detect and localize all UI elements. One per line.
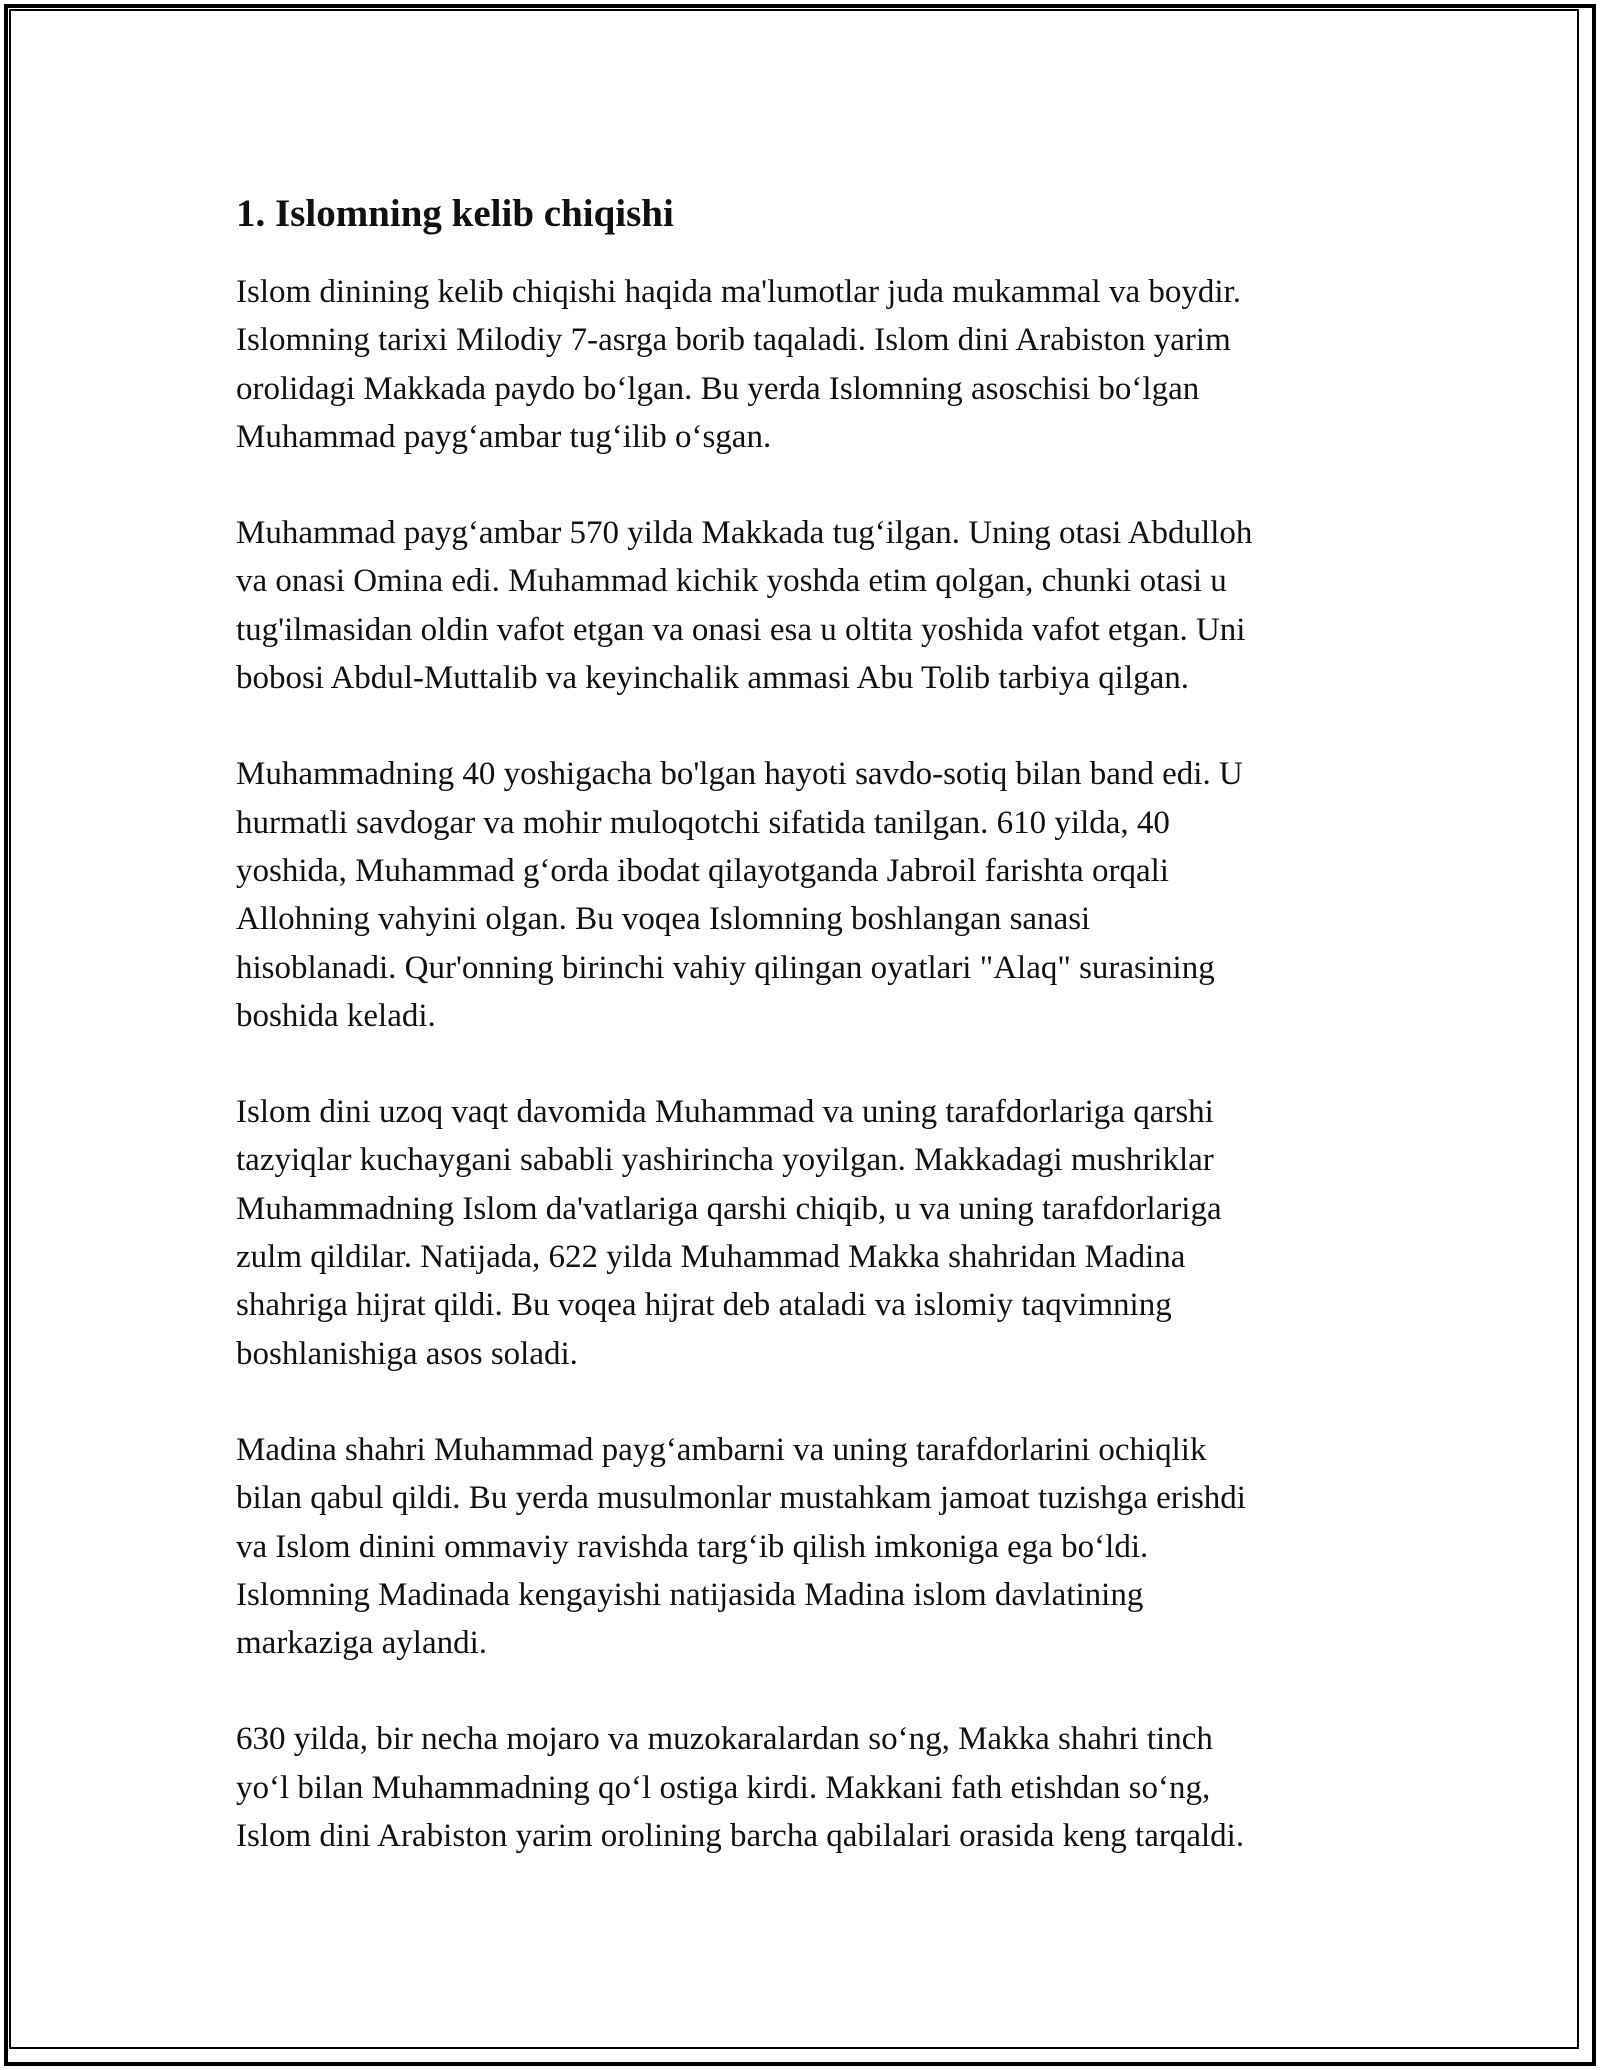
document-body [236,188,1386,1908]
text-line: bobosi Abdul-Muttalib va keyinchalik ammasi Abu Tolib tarbiya qilgan. [236,660,1190,697]
text-line: Muhammad paygʻambar tugʻilib oʻsgan. [236,418,772,455]
text-line: Islom dini Arabiston yarim orolining barcha qabilalari orasida keng tarqaldi. [236,1818,1245,1855]
text-line: Allohning vahyini olgan. Bu voqea Islomning boshlangan sanasi [236,901,1091,938]
text-line: 630 yilda, bir necha mojaro va muzokaralardan soʻng, Makka shahri tinch [236,1721,1213,1758]
text-line: orolidagi Makkada paydo boʻlgan. Bu yerda Islomning asoschisi boʻlgan [236,370,1200,407]
text-line: Islomning tarixi Milodiy 7-asrga borib taqaladi. Islom dini Arabiston yarim [236,322,1231,359]
text-line: zulm qildilar. Natijada, 622 yilda Muhammad Makka shahridan Madina [236,1239,1186,1276]
text-line: Madina shahri Muhammad paygʻambarni va uning tarafdorlarini ochiqlik [236,1431,1207,1468]
text-line: va Islom dinini ommaviy ravishda targʻib qilish imkoniga ega boʻldi. [236,1528,1149,1565]
text-line: Muhammad paygʻambar 570 yilda Makkada tugʻilgan. Uning otasi Abdulloh [236,515,1253,552]
paragraph-1 [236,268,1386,461]
text-line: va onasi Omina edi. Muhammad kichik yoshda etim qolgan, chunki otasi u [236,563,1227,600]
text-line: boshida keladi. [236,997,436,1034]
paragraph-3 [236,750,1386,1040]
paragraph-2 [236,509,1386,702]
text-line: Islom dini uzoq vaqt davomida Muhammad va uning tarafdorlariga qarshi [236,1094,1214,1131]
text-line: shahriga hijrat qildi. Bu voqea hijrat deb ataladi va islomiy taqvimning [236,1287,1172,1324]
text-line: tazyiqlar kuchaygani sababli yashirincha yoyilgan. Makkadagi mushriklar [236,1142,1214,1179]
text-line: yoshida, Muhammad gʻorda ibodat qilayotganda Jabroil farishta orqali [236,852,1169,889]
section-heading: 1. Islomning kelib chiqishi [236,192,674,235]
text-line: hisoblanadi. Qur'onning birinchi vahiy qilingan oyatlari "Alaq" surasining [236,949,1215,986]
text-line: tug'ilmasidan oldin vafot etgan va onasi esa u oltita yoshida vafot etgan. Uni [236,611,1246,648]
paragraph-4 [236,1088,1386,1378]
text-line: markaziga aylandi. [236,1625,488,1662]
text-line: bilan qabul qildi. Bu yerda musulmonlar mustahkam jamoat tuzishga erishdi [236,1480,1246,1517]
paragraph-5 [236,1426,1386,1667]
paragraph-6 [236,1715,1386,1860]
text-line: yoʻl bilan Muhammadning qoʻl ostiga kirdi. Makkani fath etishdan soʻng, [236,1769,1211,1806]
text-line: Muhammadning Islom da'vatlariga qarshi chiqib, u va uning tarafdorlariga [236,1190,1222,1227]
text-line: Muhammadning 40 yoshigacha bo'lgan hayoti savdo-sotiq bilan band edi. U [236,756,1243,793]
text-line: hurmatli savdogar va mohir muloqotchi sifatida tanilgan. 610 yilda, 40 [236,804,1170,841]
text-line: Islom dinining kelib chiqishi haqida ma'lumotlar juda mukammal va boydir. [236,274,1241,310]
text-line: Islomning Madinada kengayishi natijasida Madina islom davlatining [236,1576,1144,1613]
text-line: boshlanishiga asos soladi. [236,1335,578,1372]
